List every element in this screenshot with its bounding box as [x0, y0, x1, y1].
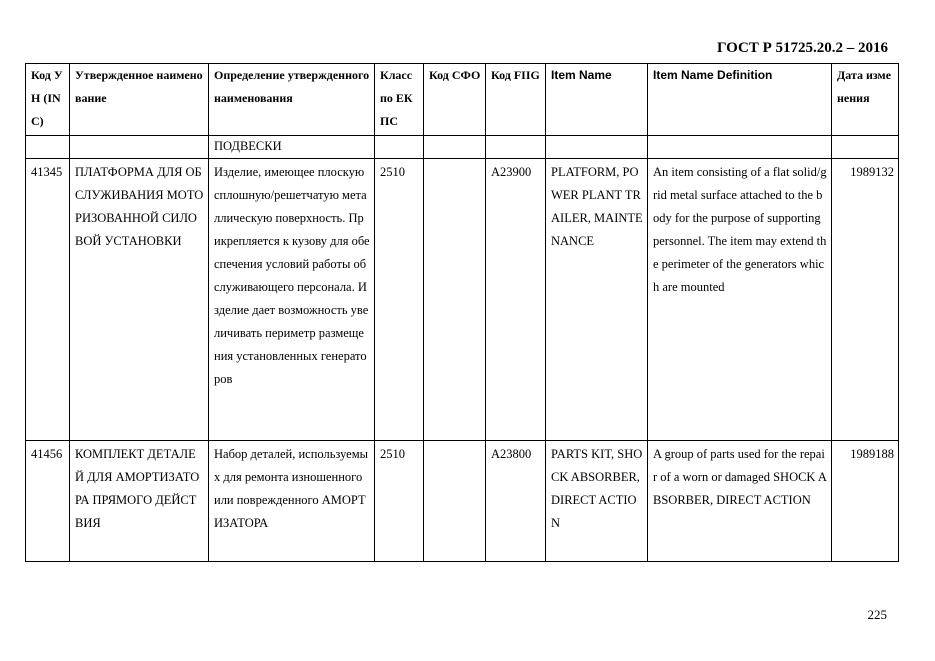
cell-item-name: PARTS KIT, SHOCK ABSORBER, DIRECT ACTION — [546, 441, 648, 562]
cell-date: 1989188 — [832, 441, 899, 562]
cell-class: 2510 — [375, 441, 424, 562]
page-number: 225 — [867, 607, 887, 622]
header-class: Класс по ЕКПС — [375, 64, 424, 136]
header-definition: Определение утвержденного наименования — [209, 64, 375, 136]
cell — [424, 136, 486, 159]
header-row — [26, 64, 899, 136]
cell — [832, 136, 899, 159]
cell-item-definition: A group of parts used for the repair of a worn or damaged SHOCK ABSORBER, DIRECT ACTION — [648, 441, 832, 562]
cell-fiig: A23900 — [486, 159, 546, 441]
cell-approved-name: ПЛАТФОРМА ДЛЯ ОБСЛУЖИВАНИЯ МОТОРИЗОВАННОЙ СИЛОВОЙ УСТАНОВКИ — [70, 159, 209, 441]
header-fiig: Код FIIG — [486, 64, 546, 136]
cell — [26, 136, 70, 159]
cell — [375, 136, 424, 159]
cell-date: 1989132 — [832, 159, 899, 441]
cell-approved-name: КОМПЛЕКТ ДЕТАЛЕЙ ДЛЯ АМОРТИЗАТОРА ПРЯМОГО ДЕЙСТВИЯ — [70, 441, 209, 562]
cell-definition: Изделие, имеющее плоскую сплошную/решетчатую металлическую поверхность. Прикрепляется к кузову для обеспечения условий работы обслуживающего персонала. Изделие дает возможность увеличивать периметр размещения установленных генераторов — [209, 159, 375, 441]
header-inc: Код УН (INC) — [26, 64, 70, 136]
cell-definition: Набор деталей, используемых для ремонта изношенного или поврежденного АМОРТИЗАТОРА — [209, 441, 375, 562]
header-approved-name: Утвержденное наименование — [70, 64, 209, 136]
cell: ПОДВЕСКИ — [209, 136, 375, 159]
cell — [648, 136, 832, 159]
cell-inc: 41345 — [26, 159, 70, 441]
cell — [70, 136, 209, 159]
header-sfo: Код СФО — [424, 64, 486, 136]
cell-inc: 41456 — [26, 441, 70, 562]
catalog-table — [25, 63, 899, 562]
table-row — [26, 441, 899, 562]
cell — [546, 136, 648, 159]
cell-sfo — [424, 441, 486, 562]
cell-item-name: PLATFORM, POWER PLANT TRAILER, MAINTENANCE — [546, 159, 648, 441]
cell-sfo — [424, 159, 486, 441]
cell-fiig: A23800 — [486, 441, 546, 562]
header-item-definition: Item Name Definition — [648, 64, 832, 136]
continuation-row — [26, 136, 899, 159]
table-row — [26, 159, 899, 441]
cell-item-definition: An item consisting of a flat solid/grid metal surface attached to the body for the purpose of supporting personnel. The item may extend the perimeter of the generators which are mounted — [648, 159, 832, 441]
cell-class: 2510 — [375, 159, 424, 441]
header-date: Дата изменения — [832, 64, 899, 136]
header-item-name: Item Name — [546, 64, 648, 136]
standard-code: ГОСТ Р 51725.20.2 – 2016 — [716, 40, 888, 56]
cell — [486, 136, 546, 159]
